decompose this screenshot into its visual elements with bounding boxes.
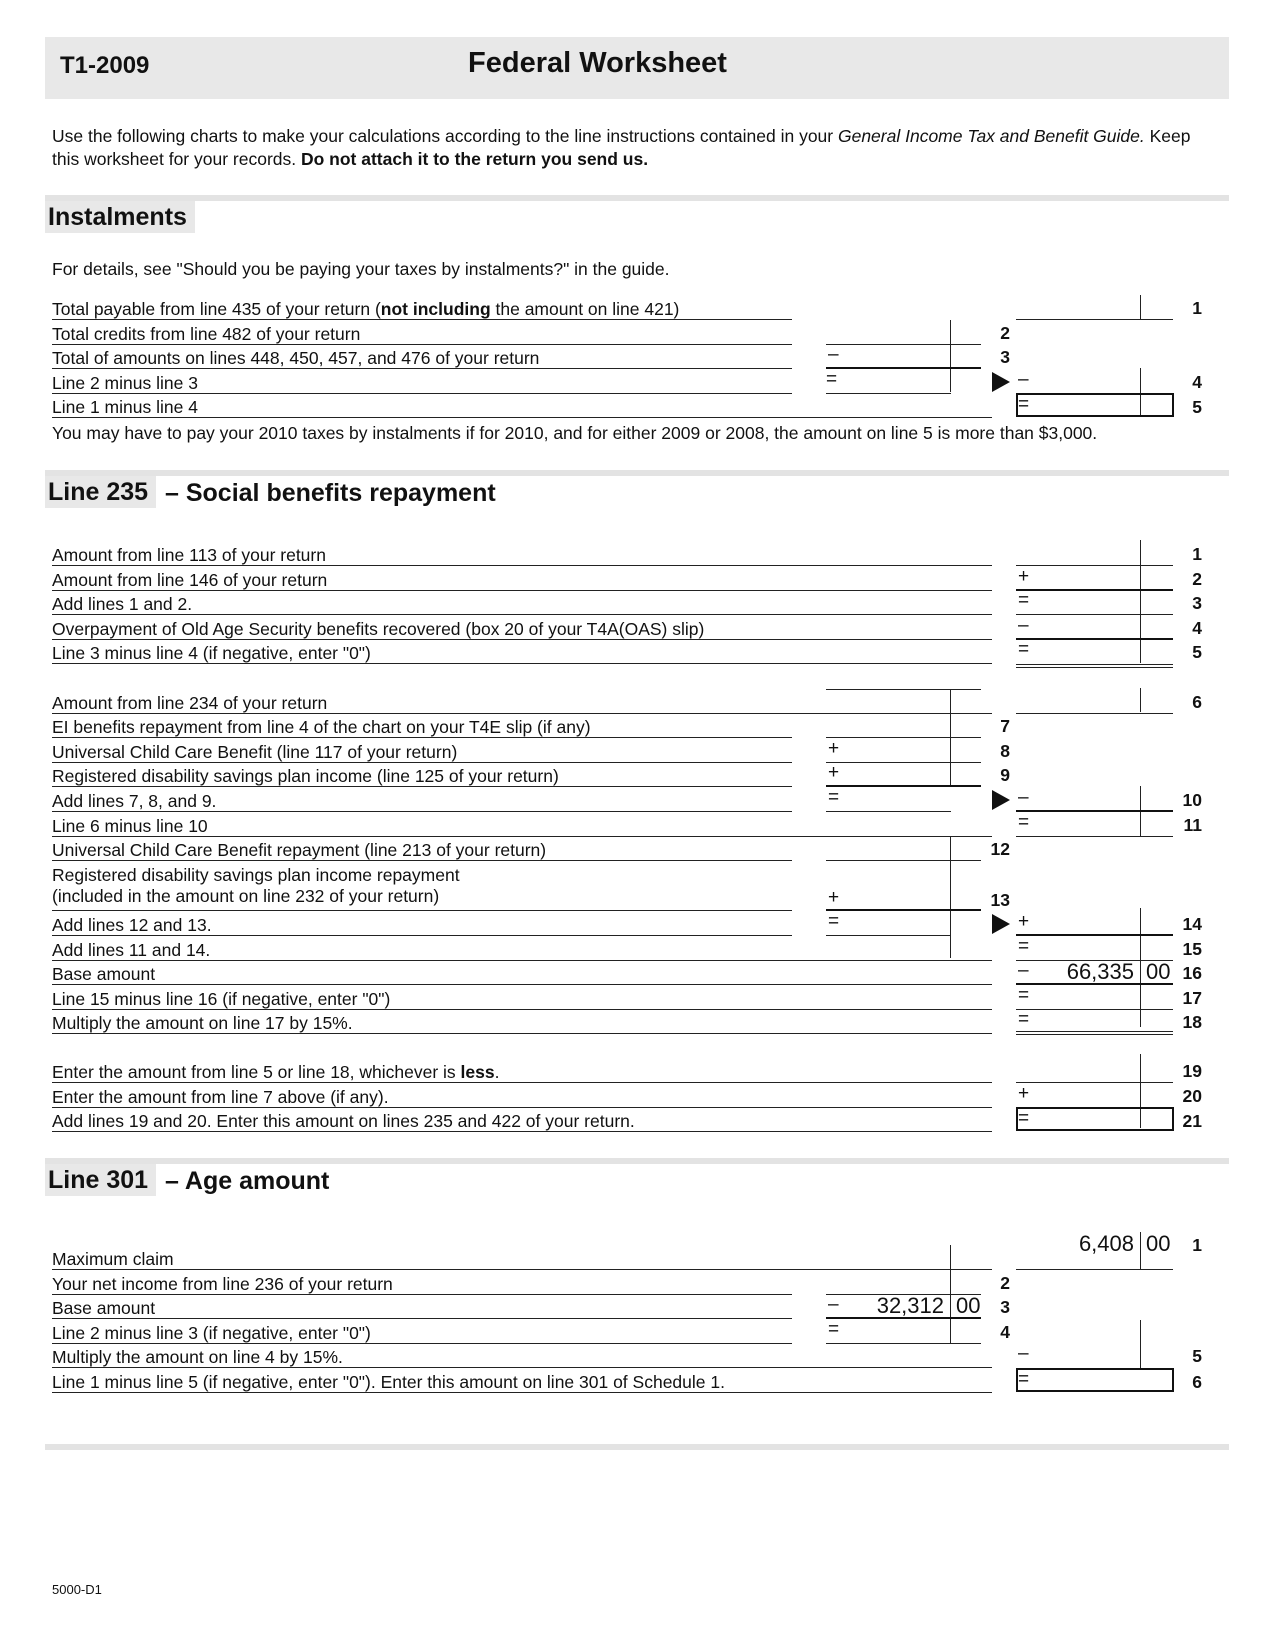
line-label: Base amount [52, 1298, 156, 1318]
maximum-claim-value: 6,408 [1078, 1231, 1134, 1256]
warning-text: Do not attach it to the return you send us. [300, 149, 649, 169]
line-label: (included in the amount on line 232 of your return) [52, 886, 440, 906]
amount-field[interactable] [826, 1271, 981, 1295]
instalments-line-4 [52, 369, 792, 394]
section-divider [45, 470, 1229, 476]
operator-sign: + [1018, 1083, 1030, 1104]
line-235-line-6 [52, 689, 992, 714]
line-label: Line 3 minus line 4 (if negative, enter "0") [52, 643, 371, 663]
operator-sign: + [828, 762, 840, 783]
line-235-line-12 [52, 836, 792, 861]
line-301-line-6 [52, 1368, 992, 1393]
amount-field[interactable] [826, 837, 981, 861]
line-235-line-14 [52, 911, 792, 936]
line-number: 1 [1192, 544, 1202, 564]
amount-field[interactable] [826, 763, 981, 787]
result-box[interactable] [1016, 1368, 1174, 1392]
line-label: Registered disability savings plan income (line 125 of your return) [52, 766, 559, 786]
line-label: Line 6 minus line 10 [52, 816, 208, 836]
line-301-line-4 [52, 1319, 792, 1344]
amount-field[interactable] [1016, 986, 1173, 1010]
line-label: Multiply the amount on line 4 by 15%. [52, 1347, 343, 1367]
section-heading-line-301: Line 301 [45, 1164, 156, 1196]
instalments-line-5 [52, 393, 992, 418]
line-235-line-17 [52, 985, 992, 1010]
line-number: 8 [1000, 741, 1010, 761]
line-235-line-20 [52, 1083, 992, 1108]
line-label: Amount from line 113 of your return [52, 545, 326, 565]
age-base-amount-value: 32,312 [876, 1293, 944, 1318]
line-number: 21 [1182, 1111, 1202, 1131]
line-label: Line 1 minus line 4 [52, 397, 198, 417]
line-301-line-5 [52, 1343, 992, 1368]
line-235-line-11 [52, 812, 992, 837]
text-fragment: not including [380, 299, 491, 319]
line-label: EI benefits repayment from line 4 of the chart on your T4E slip (if any) [52, 717, 591, 737]
operator-sign: = [1018, 639, 1030, 660]
operator-sign: + [828, 738, 840, 759]
line-301-line-1 [52, 1245, 992, 1270]
cents-divider [1140, 295, 1141, 319]
line-235-line-13 [52, 865, 792, 911]
cents-divider [1140, 1320, 1141, 1368]
line-235-line-7 [52, 713, 792, 738]
instalments-note: For details, see "Should you be paying your taxes by instalments?" in the guide. [52, 259, 670, 279]
line-235-line-21 [52, 1107, 992, 1132]
amount-field [826, 689, 981, 690]
line-235-line-9 [52, 762, 792, 787]
section-divider [45, 1158, 1229, 1164]
line-235-line-19 [52, 1058, 992, 1083]
line-label: Line 15 minus line 16 (if negative, enter "0") [52, 989, 391, 1009]
line-number: 17 [1182, 988, 1202, 1008]
line-label: Amount from line 234 of your return [52, 693, 328, 713]
line-label: Add lines 1 and 2. [52, 594, 193, 614]
line-number: 18 [1182, 1012, 1202, 1032]
line-number: 4 [1192, 372, 1202, 392]
operator-sign: = [1018, 1009, 1030, 1030]
line-label [52, 299, 679, 319]
operator-sign: – [1018, 1343, 1029, 1364]
operator-sign: = [1018, 1108, 1030, 1129]
line-number: 12 [990, 839, 1010, 859]
row-underline [52, 1392, 992, 1393]
amount-field[interactable] [1016, 616, 1173, 640]
amount-field[interactable] [1016, 690, 1173, 714]
line-number: 1 [1192, 298, 1202, 318]
line-number: 5 [1192, 642, 1202, 662]
line-label: Registered disability savings plan income repayment [52, 865, 460, 885]
line-number: 2 [1192, 569, 1202, 589]
line-label: Line 2 minus line 3 [52, 373, 198, 393]
line-label: Overpayment of Old Age Security benefits recovered (box 20 of your T4A(OAS) slip) [52, 619, 705, 639]
line-label: Enter the amount from line 7 above (if any). [52, 1087, 389, 1107]
line-235-line-16 [52, 960, 992, 985]
line-number: 4 [1192, 618, 1202, 638]
line-label: Universal Child Care Benefit repayment (line 213 of your return) [52, 840, 547, 860]
operator-sign: – [1018, 369, 1029, 390]
result-box[interactable] [1016, 393, 1174, 417]
operator-sign: = [828, 787, 840, 808]
amount-field[interactable] [1016, 1059, 1173, 1083]
text-fragment: . [494, 1062, 500, 1082]
operator-sign: = [1018, 394, 1030, 415]
amount-field[interactable] [1016, 813, 1173, 837]
amount-field[interactable] [826, 714, 981, 738]
line-number: 2 [1000, 323, 1010, 343]
operator-sign: = [828, 911, 840, 932]
amount-field[interactable] [826, 1320, 981, 1344]
intro-paragraph [52, 125, 1212, 171]
instalments-line-2 [52, 320, 792, 345]
text-fragment: the amount on line 421) [490, 299, 680, 319]
line-number: 5 [1192, 397, 1202, 417]
row-underline [52, 1131, 992, 1132]
line-label: Total credits from line 482 of your return [52, 324, 361, 344]
amount-field[interactable] [826, 739, 981, 763]
amount-field[interactable] [1016, 591, 1173, 615]
instalments-line-3 [52, 344, 792, 369]
operator-sign: + [1018, 566, 1030, 587]
line-number: 19 [1182, 1061, 1202, 1081]
operator-sign: = [1018, 985, 1030, 1006]
text-fragment: Use the following charts to make your calculations according to the line instructions contained in your [52, 126, 838, 146]
line-label: Amount from line 146 of your return [52, 570, 328, 590]
amount-field[interactable] [1016, 664, 1173, 668]
text-fragment: less [460, 1062, 495, 1082]
line-label: Line 2 minus line 3 (if negative, enter "0") [52, 1323, 371, 1343]
amount-field[interactable] [1016, 1084, 1173, 1108]
operator-sign: + [1018, 911, 1030, 932]
line-235-line-18 [52, 1009, 992, 1034]
amount-field[interactable] [1016, 296, 1173, 320]
amount-field[interactable] [1016, 370, 1173, 394]
arrow-icon [992, 372, 1010, 392]
text-fragment: Enter the amount from line 5 or line 18, whichever is [52, 1062, 461, 1082]
operator-sign: – [828, 1294, 839, 1315]
line-label: Your net income from line 236 of your return [52, 1274, 393, 1294]
line-label: Add lines 12 and 13. [52, 915, 212, 935]
amount-field [826, 788, 951, 812]
amount-field[interactable] [826, 888, 981, 911]
line-number: 3 [1000, 1297, 1010, 1317]
section-divider [45, 1444, 1229, 1450]
text-fragment: Keep this worksheet for your records. [52, 126, 1191, 169]
line-label: Total of amounts on lines 448, 450, 457, and 476 of your return [52, 348, 540, 368]
line-label: Line 1 minus line 5 (if negative, enter "0"). Enter this amount on line 301 of Schedule 1. [52, 1372, 725, 1392]
line-number: 2 [1000, 1273, 1010, 1293]
section-heading-line-235-text: – Social benefits repayment [165, 479, 496, 507]
operator-sign: + [828, 887, 840, 908]
amount-field[interactable] [1016, 1031, 1173, 1035]
amount-field[interactable] [1016, 788, 1173, 812]
line-235-line-15 [52, 936, 992, 961]
operator-sign: = [1018, 590, 1030, 611]
line-number: 7 [1000, 716, 1010, 736]
line-number: 6 [1192, 1372, 1202, 1392]
line-label: Base amount [52, 964, 156, 984]
instalments-line-1 [52, 295, 792, 320]
line-235-line-3 [52, 590, 992, 615]
amount-field[interactable] [1016, 937, 1173, 961]
line-number: 1 [1192, 1235, 1202, 1255]
operator-sign: – [1018, 787, 1029, 808]
section-heading-instalments: Instalments [45, 201, 195, 233]
amount-field[interactable] [1016, 567, 1173, 591]
line-number: 13 [990, 890, 1010, 910]
operator-sign: = [1018, 1369, 1030, 1390]
operator-sign: – [828, 344, 839, 365]
operator-sign: = [1018, 812, 1030, 833]
line-number: 3 [1192, 593, 1202, 613]
line-label: Add lines 11 and 14. [52, 940, 211, 960]
row-underline [52, 417, 992, 418]
line-301-line-2 [52, 1270, 792, 1295]
line-label: Add lines 19 and 20. Enter this amount on lines 235 and 422 of your return. [52, 1111, 635, 1131]
line-235-line-5 [52, 639, 992, 664]
operator-sign: = [828, 1319, 840, 1340]
arrow-icon [992, 914, 1010, 934]
line-number: 11 [1183, 815, 1202, 835]
line-235-line-8 [52, 738, 792, 763]
base-amount-cents: 00 [1146, 959, 1171, 984]
line-235-line-2 [52, 566, 992, 591]
operator-sign: – [1018, 960, 1029, 981]
line-label: Add lines 7, 8, and 9. [52, 791, 217, 811]
line-label: Maximum claim [52, 1249, 174, 1269]
guide-name: General Income Tax and Benefit Guide. [837, 126, 1145, 146]
amount-field[interactable] [1016, 542, 1173, 566]
amount-field [826, 370, 951, 394]
section-divider [45, 195, 1229, 201]
result-box[interactable] [1016, 1107, 1174, 1131]
amount-field [826, 912, 951, 936]
row-underline [52, 1033, 992, 1034]
line-number: 20 [1182, 1086, 1202, 1106]
line-number: 3 [1000, 347, 1010, 367]
row-underline [52, 663, 992, 664]
section-heading-line-301-text: – Age amount [165, 1167, 330, 1195]
line-301-line-3 [52, 1294, 792, 1319]
line-label [52, 1062, 499, 1082]
maximum-claim-cents: 00 [1146, 1231, 1171, 1256]
operator-sign: = [826, 369, 838, 390]
line-label: Multiply the amount on line 17 by 15%. [52, 1013, 353, 1033]
line-number: 9 [1000, 765, 1010, 785]
line-number: 4 [1000, 1322, 1010, 1342]
row-underline [52, 860, 792, 861]
arrow-icon [992, 790, 1010, 810]
line-number: 6 [1192, 692, 1202, 712]
line-235-line-4 [52, 615, 992, 640]
base-amount-value: 66,335 [1066, 959, 1134, 984]
amount-field [826, 345, 981, 369]
operator-sign: – [1018, 615, 1029, 636]
text-fragment: Total payable from line 435 of your return ( [52, 299, 381, 319]
line-235-line-1 [52, 541, 992, 566]
amount-field[interactable] [1016, 912, 1173, 936]
line-number: 14 [1182, 914, 1202, 934]
line-number: 5 [1192, 1346, 1202, 1366]
line-number: 10 [1182, 790, 1202, 810]
form-code: 5000-D1 [52, 1582, 102, 1597]
instalments-footnote: You may have to pay your 2010 taxes by instalments if for 2010, and for either 2009 or 2008, the amount on line 5 is more than $3,000. [52, 423, 1098, 443]
age-base-amount-cents: 00 [956, 1293, 981, 1318]
form-id: T1-2009 [60, 52, 150, 79]
cents-divider [1140, 1232, 1141, 1270]
operator-sign: = [1018, 936, 1030, 957]
line-number: 16 [1182, 963, 1202, 983]
section-heading-line-235: Line 235 [45, 476, 156, 508]
line-235-line-10 [52, 787, 792, 812]
page-title: Federal Worksheet [468, 47, 727, 79]
amount-field[interactable] [826, 321, 981, 345]
line-number: 15 [1182, 939, 1202, 959]
line-label: Universal Child Care Benefit (line 117 of your return) [52, 742, 458, 762]
